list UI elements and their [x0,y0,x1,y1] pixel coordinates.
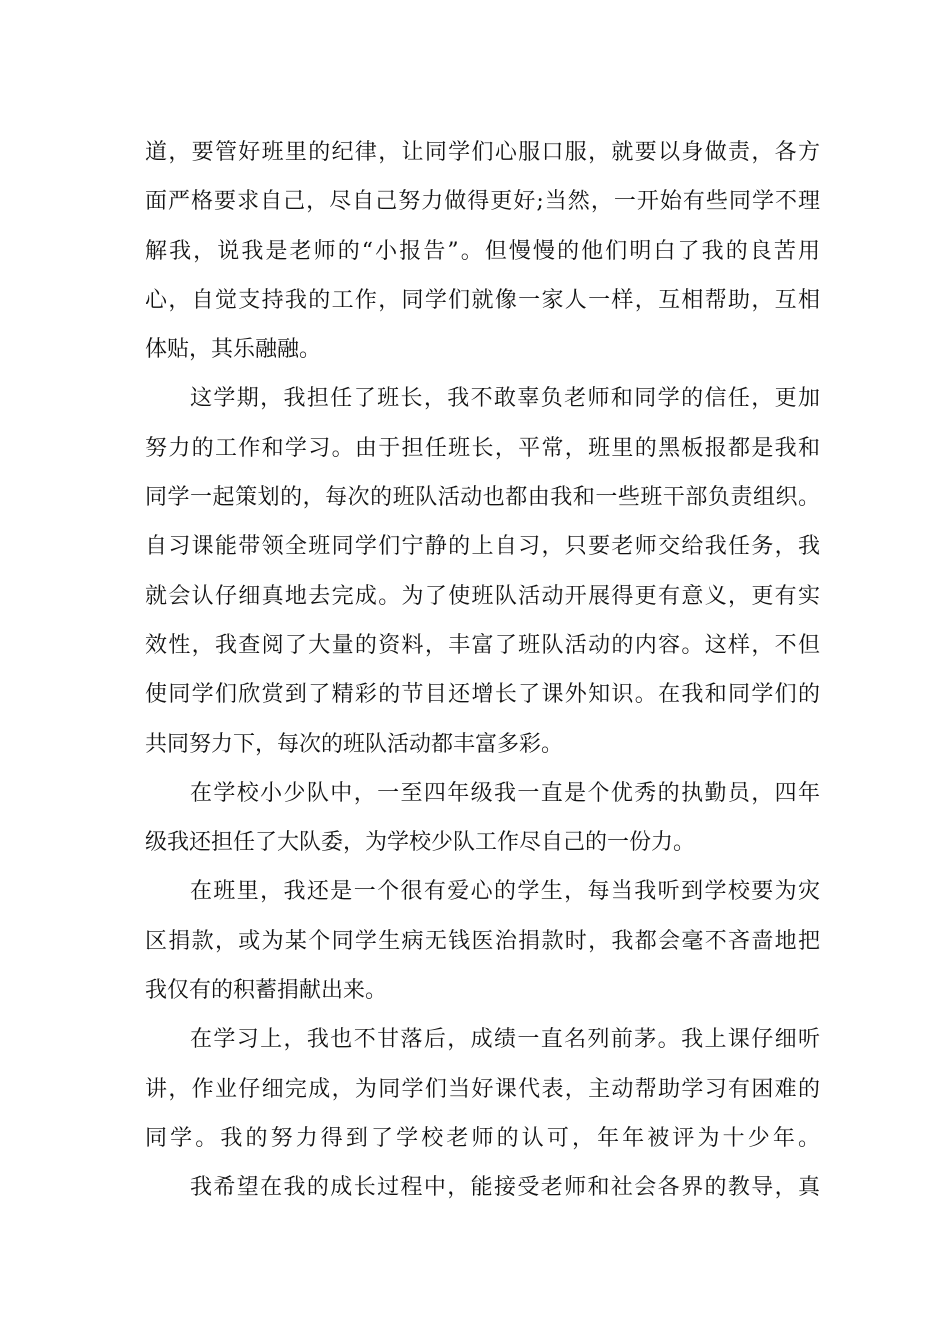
text-line: 使同学们欣赏到了精彩的节目还增长了课外知识。在我和同学们的 [145,682,822,708]
text-line: 解我，说我是老师的“小报告”。但慢慢的他们明白了我的良苦用 [145,238,823,264]
text-line: 讲，作业仔细完成，为同学们当好课代表，主动帮助学习有困难的 [145,1076,822,1102]
text-line: 道，要管好班里的纪律，让同学们心服口服，就要以身做责，各方 [145,140,822,165]
text-line: 心，自觉支持我的工作，同学们就像一家人一样，互相帮助，互相 [145,287,822,313]
text-line: 在学习上，我也不甘落后，成绩一直名列前茅。我上课仔细听 [190,1027,822,1053]
text-line: 共同努力下，每次的班队活动都丰富多彩。 [145,731,564,757]
text-line: 级我还担任了大队委，为学校少队工作尽自己的一份力。 [145,830,696,856]
text-line: 我仅有的积蓄捐献出来。 [145,978,388,1004]
text-line: 自习课能带领全班同学们宁静的上自习，只要老师交给我任务，我 [145,534,822,560]
text-line: 体贴，其乐融融。 [145,337,322,363]
text-line: 在班里，我还是一个很有爱心的学生，每当我听到学校要为灾 [190,879,822,905]
body-text [145,128,824,1213]
text-line: 同学。我的努力得到了学校老师的认可，年年被评为十少年。 [145,1125,824,1151]
text-line: 在学校小少队中，一至四年级我一直是个优秀的执勤员，四年 [190,780,822,806]
text-line: 区捐款，或为某个同学生病无钱医治捐款时，我都会毫不吝啬地把 [145,928,822,954]
text-line: 效性，我查阅了大量的资料，丰富了班队活动的内容。这样，不但 [145,632,822,658]
text-line: 面严格要求自己，尽自己努力做得更好;当然，一开始有些同学不理 [145,189,822,215]
text-line: 努力的工作和学习。由于担任班长，平常，班里的黑板报都是我和 [145,435,822,461]
text-line: 就会认仔细真地去完成。为了使班队活动开展得更有意义，更有实 [145,583,822,609]
text-line: 我希望在我的成长过程中，能接受老师和社会各界的教导，真 [190,1175,822,1201]
text-line: 同学一起策划的，每次的班队活动也都由我和一些班干部负责组织。 [145,485,821,511]
text-line: 这学期，我担任了班长，我不敢辜负老师和同学的信任，更加 [190,386,822,412]
